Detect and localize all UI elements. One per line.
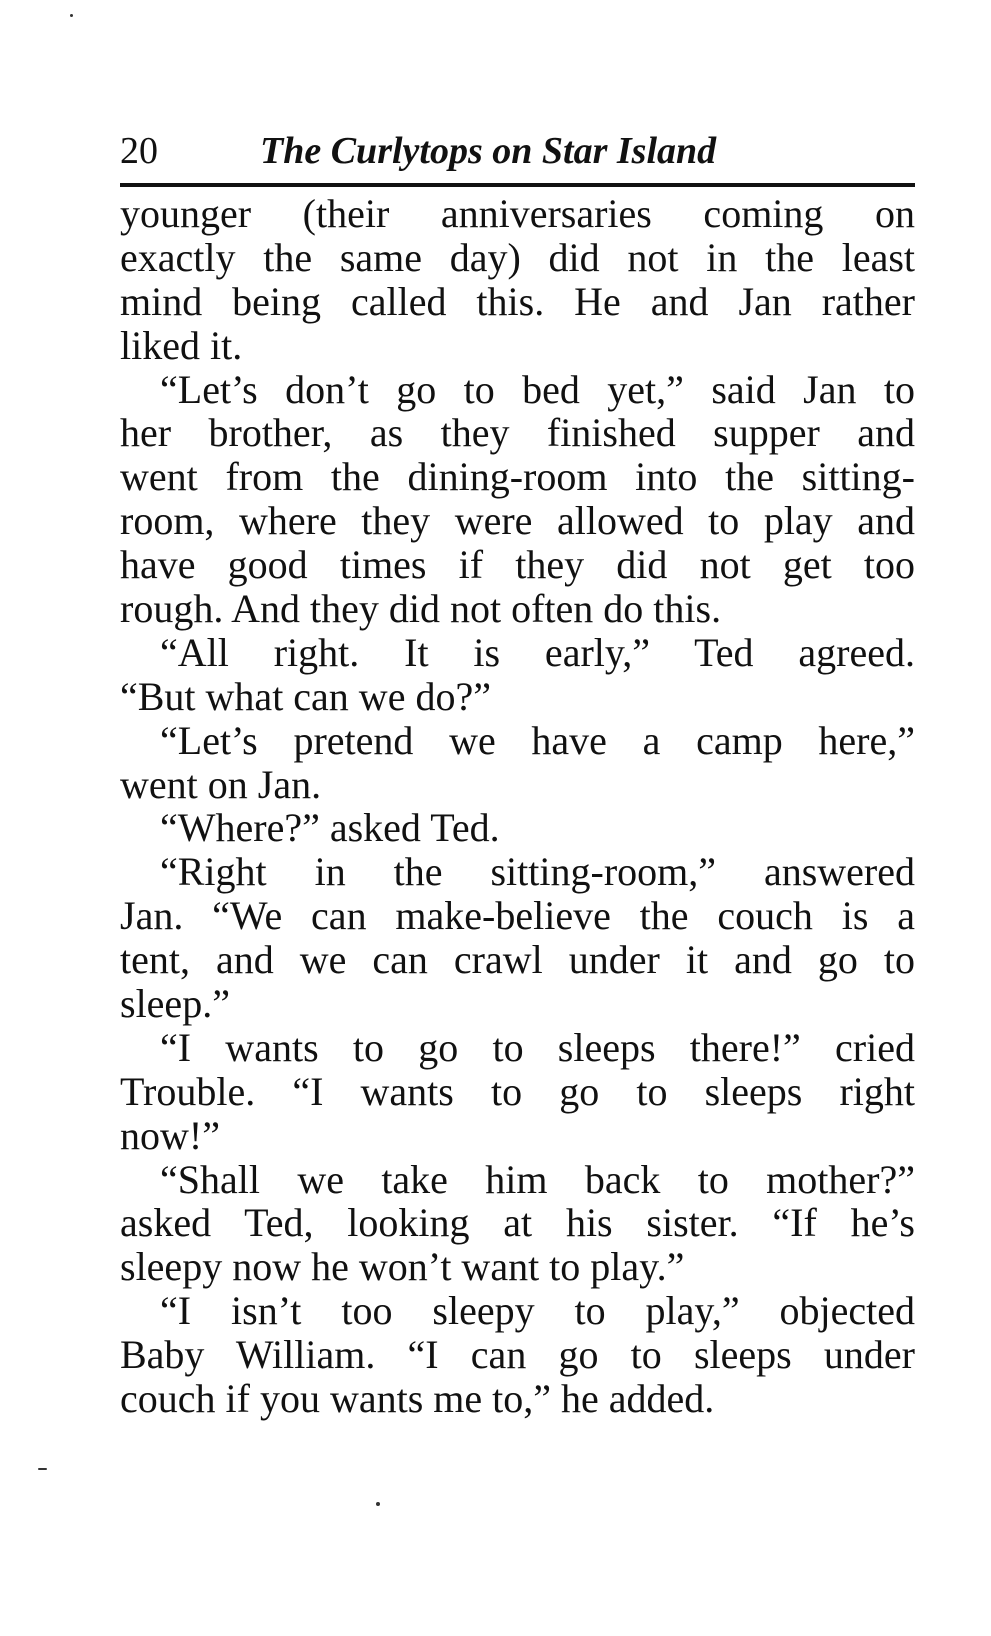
scan-speck: [376, 1502, 380, 1506]
text-line: “Let’s don’t go to bed yet,” said Jan to: [160, 366, 915, 412]
running-head: [120, 128, 915, 178]
scan-speck: [38, 1468, 47, 1470]
text-line: her brother, as they finished supper and: [120, 410, 915, 456]
text-line: liked it.: [120, 322, 243, 368]
text-line: now!”: [120, 1112, 220, 1158]
text-line: “All right. It is early,” Ted agreed.: [160, 629, 915, 675]
text-line: exactly the same day) did not in the least: [120, 234, 915, 280]
text-line: went from the dining-room into the sitting-: [120, 454, 915, 500]
text-line: “Let’s pretend we have a camp here,”: [160, 717, 915, 763]
header-rule: [120, 183, 915, 187]
text-line: Jan. “We can make-believe the couch is a: [120, 893, 915, 939]
text-line: “Right in the sitting-room,” answered: [160, 849, 915, 895]
text-line: asked Ted, looking at his sister. “If he’s: [120, 1200, 915, 1246]
text-line: sleep.”: [120, 981, 230, 1027]
text-line: went on Jan.: [120, 761, 322, 807]
text-line: tent, and we can crawl under it and go to: [120, 937, 915, 983]
running-title: The Curlytops on Star Island: [260, 130, 717, 172]
text-line: Trouble. “I wants to go to sleeps right: [120, 1068, 915, 1114]
text-line: “But what can we do?”: [120, 673, 491, 719]
text-line: “I wants to go to sleeps there!” cried: [160, 1024, 915, 1070]
scan-speck: [70, 14, 73, 17]
text-line: younger (their anniversaries coming on: [120, 191, 915, 236]
text-line: “Shall we take him back to mother?”: [160, 1156, 915, 1202]
text-line: rough. And they did not often do this.: [120, 586, 722, 632]
text-line: couch if you wants me to,” he added.: [120, 1376, 715, 1422]
body-text: [120, 192, 915, 1421]
text-line: “Where?” asked Ted.: [160, 805, 500, 851]
text-line: mind being called this. He and Jan rather: [120, 278, 915, 324]
page-number: 20: [120, 130, 158, 172]
text-line: room, where they were allowed to play and: [120, 498, 915, 544]
text-line: Baby William. “I can go to sleeps under: [120, 1332, 915, 1378]
text-line: have good times if they did not get too: [120, 542, 915, 588]
text-line: “I isn’t too sleepy to play,” objected: [160, 1288, 915, 1334]
text-line: sleepy now he won’t want to play.”: [120, 1244, 685, 1290]
